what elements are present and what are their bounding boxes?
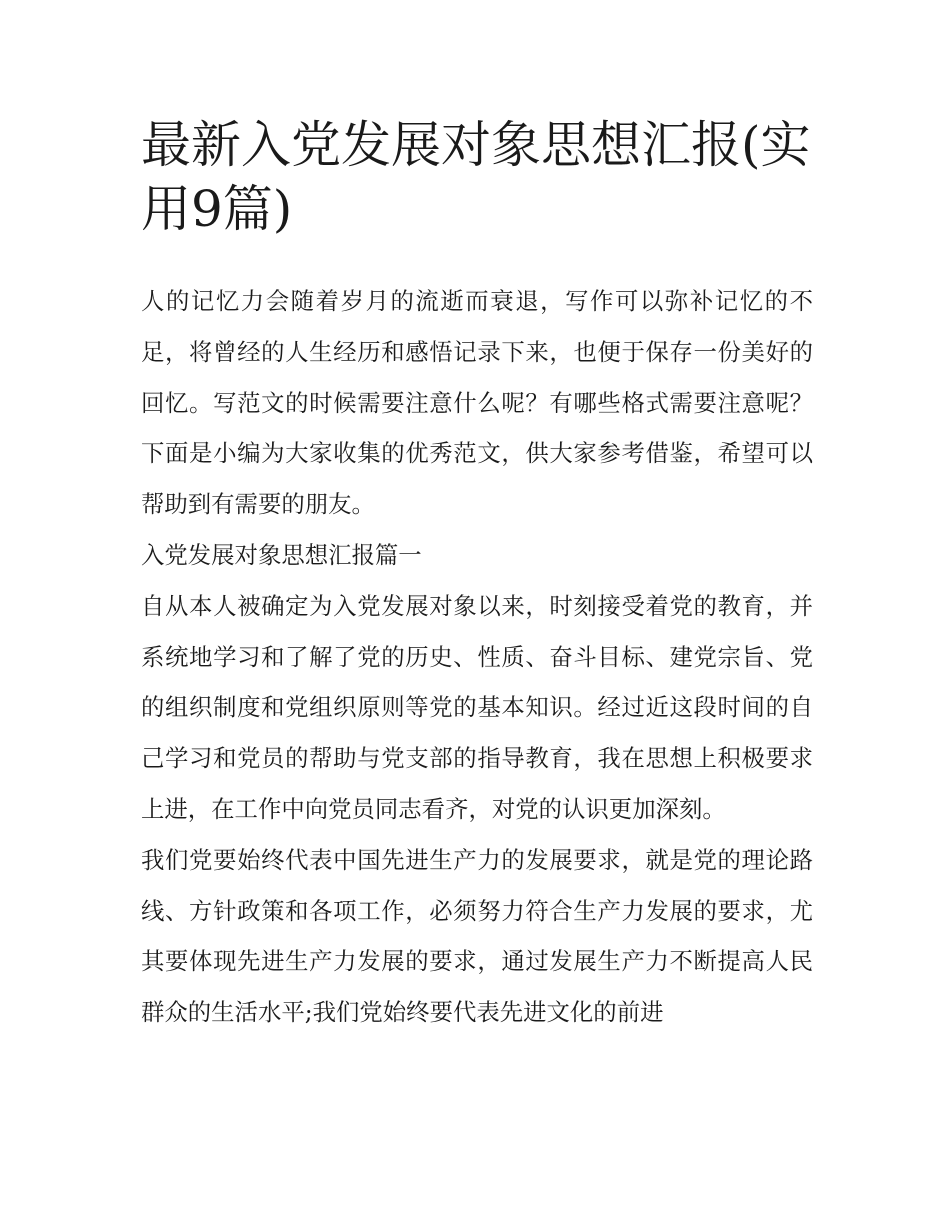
intro-paragraph: 人的记忆力会随着岁月的流逝而衰退，写作可以弥补记忆的不足，将曾经的人生经历和感悟记录下来，也便于保存一份美好的回忆。写范文的时候需要注意什么呢？有哪些格式需要注意呢？下面是小编为大家收集的优秀范文，供大家参考借鉴，希望可以帮助到有需要的朋友。 xyxy=(141,287,813,519)
document-body xyxy=(141,276,813,1038)
document-title: 最新入党发展对象思想汇报(实用9篇) xyxy=(141,116,811,238)
section-heading: 入党发展对象思想汇报篇一 xyxy=(141,540,422,569)
body-paragraph-2: 我们党要始终代表中国先进生产力的发展要求，就是党的理论路线、方针政策和各项工作，必须努力符合生产力发展的要求，尤其要体现先进生产力发展的要求，通过发展生产力不断提高人民群众的生活水平;我们党始终要代表先进文化的前进 xyxy=(141,845,813,1027)
body-paragraph-1: 自从本人被确定为入党发展对象以来，时刻接受着党的教育，并系统地学习和了解了党的历史、性质、奋斗目标、建党宗旨、党的组织制度和党组织原则等党的基本知识。经过近这段时间的自己学习和党员的帮助与党支部的指导教育，我在思想上积极要求上进，在工作中向党员同志看齐，对党的认识更加深刻。 xyxy=(141,591,813,823)
